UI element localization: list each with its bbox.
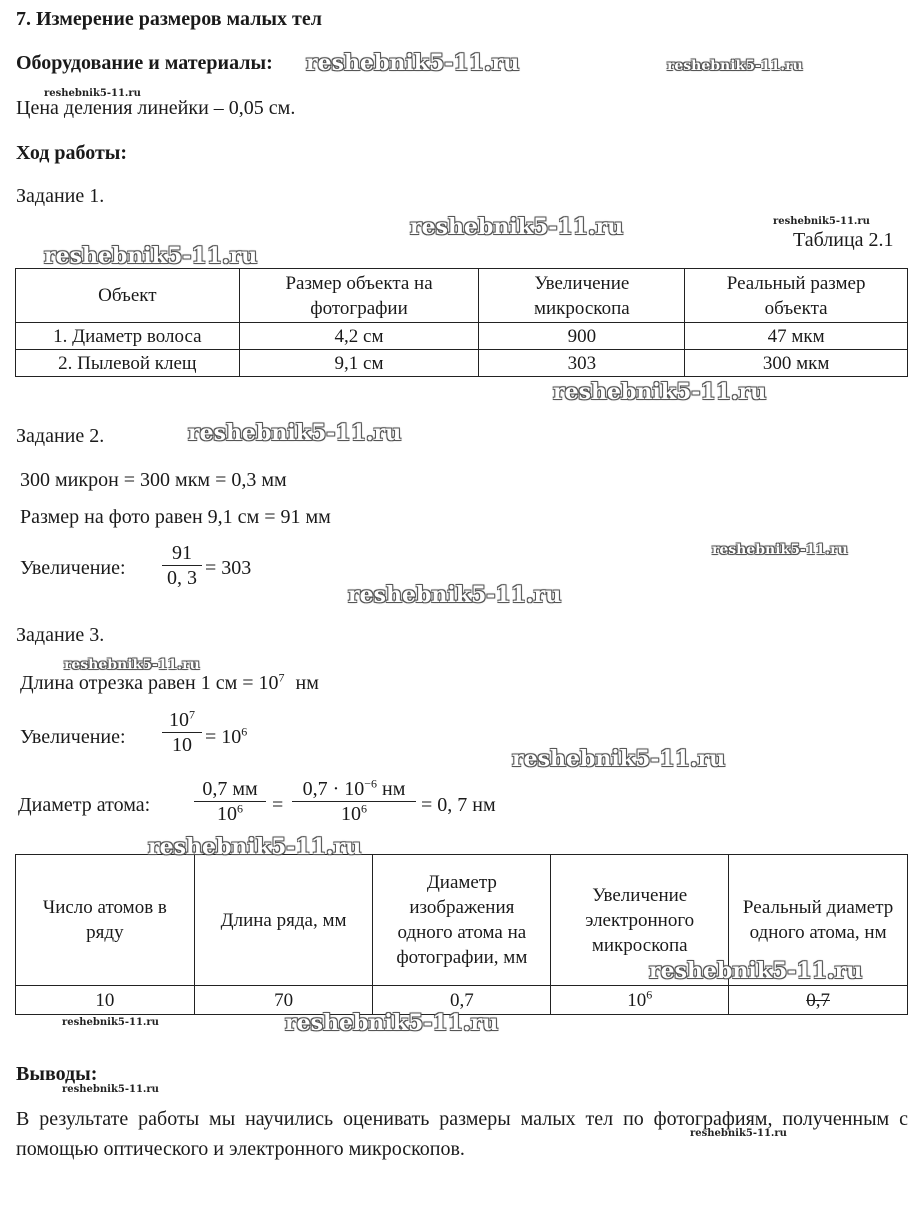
watermark: reshebnik5-11.ru — [553, 379, 767, 405]
task2-magnification-label: Увеличение: — [20, 557, 126, 579]
fraction-numerator — [292, 777, 416, 801]
watermark: reshebnik5-11.ru — [649, 958, 863, 984]
watermark: reshebnik5-11.ru — [667, 58, 803, 74]
watermark: reshebnik5-11.ru — [690, 1128, 787, 1139]
atom-result: = 0, 7 нм — [421, 794, 496, 816]
table-row — [16, 323, 908, 350]
table1-cell: 303 — [479, 350, 685, 377]
real-diameter-value: 0,7 — [806, 989, 830, 1011]
table-row — [16, 350, 908, 377]
page-title: 7. Измерение размеров малых тел — [16, 8, 322, 30]
task3-segment-line — [20, 672, 319, 695]
watermark: reshebnik5-11.ru — [712, 542, 848, 558]
numerator-base: 10 — [169, 709, 189, 731]
table1-header-cell: Увеличение микроскопа — [479, 269, 685, 323]
table1-cell: 47 мкм — [685, 323, 908, 350]
task2-label: Задание 2. — [16, 425, 105, 447]
atom-fraction-1 — [194, 777, 266, 826]
denominator-exponent: 6 — [237, 801, 243, 816]
table-1 — [15, 268, 908, 377]
mag-result-base: = 10 — [205, 726, 242, 748]
numerator-part: 0,7 · 10 — [302, 778, 365, 800]
equipment-heading: Оборудование и материалы: — [16, 52, 273, 74]
table1-cell: 900 — [479, 323, 685, 350]
mag-base: 10 — [627, 989, 647, 1011]
fraction-numerator — [162, 708, 202, 732]
numerator-exponent: −6 — [364, 776, 378, 791]
denominator-base: 10 — [217, 803, 237, 825]
watermark: reshebnik5-11.ru — [62, 1084, 159, 1095]
table2-header-cell: Увеличение электронного микроскопа — [551, 855, 729, 986]
task2-result: = 303 — [205, 557, 252, 579]
fraction-denominator: 10 — [172, 734, 192, 756]
task3-mag-result — [205, 726, 247, 749]
watermark: reshebnik5-11.ru — [64, 657, 200, 673]
watermark: reshebnik5-11.ru — [62, 1017, 159, 1028]
conclusions-text: В результате работы мы научились оценивать размеры малых тел по фотографиям, полученным с помощью оптического и электронного микроскопов. — [16, 1108, 908, 1160]
fraction-numerator: 0,7 мм — [202, 778, 258, 800]
equals-sign: = — [272, 794, 284, 816]
segment-unit: нм — [295, 672, 319, 694]
watermark: reshebnik5-11.ru — [44, 243, 258, 269]
task3-magnification-label: Увеличение: — [20, 726, 126, 748]
mag-exponent: 6 — [646, 987, 653, 1002]
atom-diameter-label: Диаметр атома: — [18, 794, 151, 816]
mag-result-exponent: 6 — [241, 724, 248, 739]
table1-cell: 1. Диаметр волоса — [16, 323, 240, 350]
task3-mag-fraction — [162, 708, 202, 757]
table2-cell — [551, 986, 729, 1015]
watermark: reshebnik5-11.ru — [512, 746, 726, 772]
task3-label: Задание 3. — [16, 624, 105, 646]
fraction-denominator: 0, 3 — [167, 567, 197, 589]
table1-header-cell: Объект — [16, 269, 240, 323]
table1-header-row — [16, 269, 908, 323]
task2-line1: 300 микрон = 300 мкм = 0,3 мм — [20, 469, 287, 491]
table2-cell — [729, 986, 908, 1015]
denominator-base: 10 — [341, 803, 361, 825]
numerator-exponent: 7 — [189, 707, 195, 722]
table2-header-cell: Длина ряда, мм — [194, 855, 373, 986]
atom-fraction-2 — [292, 777, 416, 826]
procedure-heading: Ход работы: — [16, 142, 128, 164]
table2-cell: 0,7 — [373, 986, 551, 1015]
table1-header-cell: Реальный размер объекта — [685, 269, 908, 323]
segment-exponent: 7 — [278, 670, 285, 685]
table1-cell: 4,2 см — [239, 323, 479, 350]
task2-fraction — [162, 541, 202, 590]
ruler-division-text: Цена деления линейки – 0,05 см. — [16, 97, 296, 119]
watermark: reshebnik5-11.ru — [410, 214, 624, 240]
table1-header-cell: Размер объекта на фотографии — [239, 269, 479, 323]
table1-cell: 9,1 см — [239, 350, 479, 377]
table-2 — [15, 854, 908, 1015]
fraction-denominator — [194, 802, 266, 826]
conclusions-heading: Выводы: — [16, 1063, 98, 1085]
watermark: reshebnik5-11.ru — [285, 1010, 499, 1036]
task2-line2: Размер на фото равен 9,1 см = 91 мм — [20, 506, 331, 528]
denominator-exponent: 6 — [361, 801, 367, 816]
table2-cell: 10 — [16, 986, 195, 1015]
fraction-numerator: 91 — [172, 542, 192, 564]
table1-cell: 300 мкм — [685, 350, 908, 377]
table1-cell: 2. Пылевой клещ — [16, 350, 240, 377]
numerator-unit: нм — [377, 778, 406, 800]
watermark: reshebnik5-11.ru — [188, 420, 402, 446]
watermark: reshebnik5-11.ru — [348, 582, 562, 608]
watermark: reshebnik5-11.ru — [773, 216, 870, 227]
table2-header-cell: Диаметр изображения одного атома на фотографии, мм — [373, 855, 551, 986]
fraction-denominator — [292, 802, 416, 826]
table2-header-cell: Число атомов в ряду — [16, 855, 195, 986]
segment-text: Длина отрезка равен 1 см = 10 — [20, 672, 279, 694]
watermark: reshebnik5-11.ru — [44, 88, 141, 99]
table2-header-cell: Реальный диаметр одного атома, нм — [729, 855, 908, 986]
watermark: reshebnik5-11.ru — [148, 834, 362, 860]
watermark: reshebnik5-11.ru — [306, 50, 520, 76]
task1-label: Задание 1. — [16, 185, 105, 207]
table1-caption: Таблица 2.1 — [793, 229, 894, 251]
table2-cell: 70 — [194, 986, 373, 1015]
